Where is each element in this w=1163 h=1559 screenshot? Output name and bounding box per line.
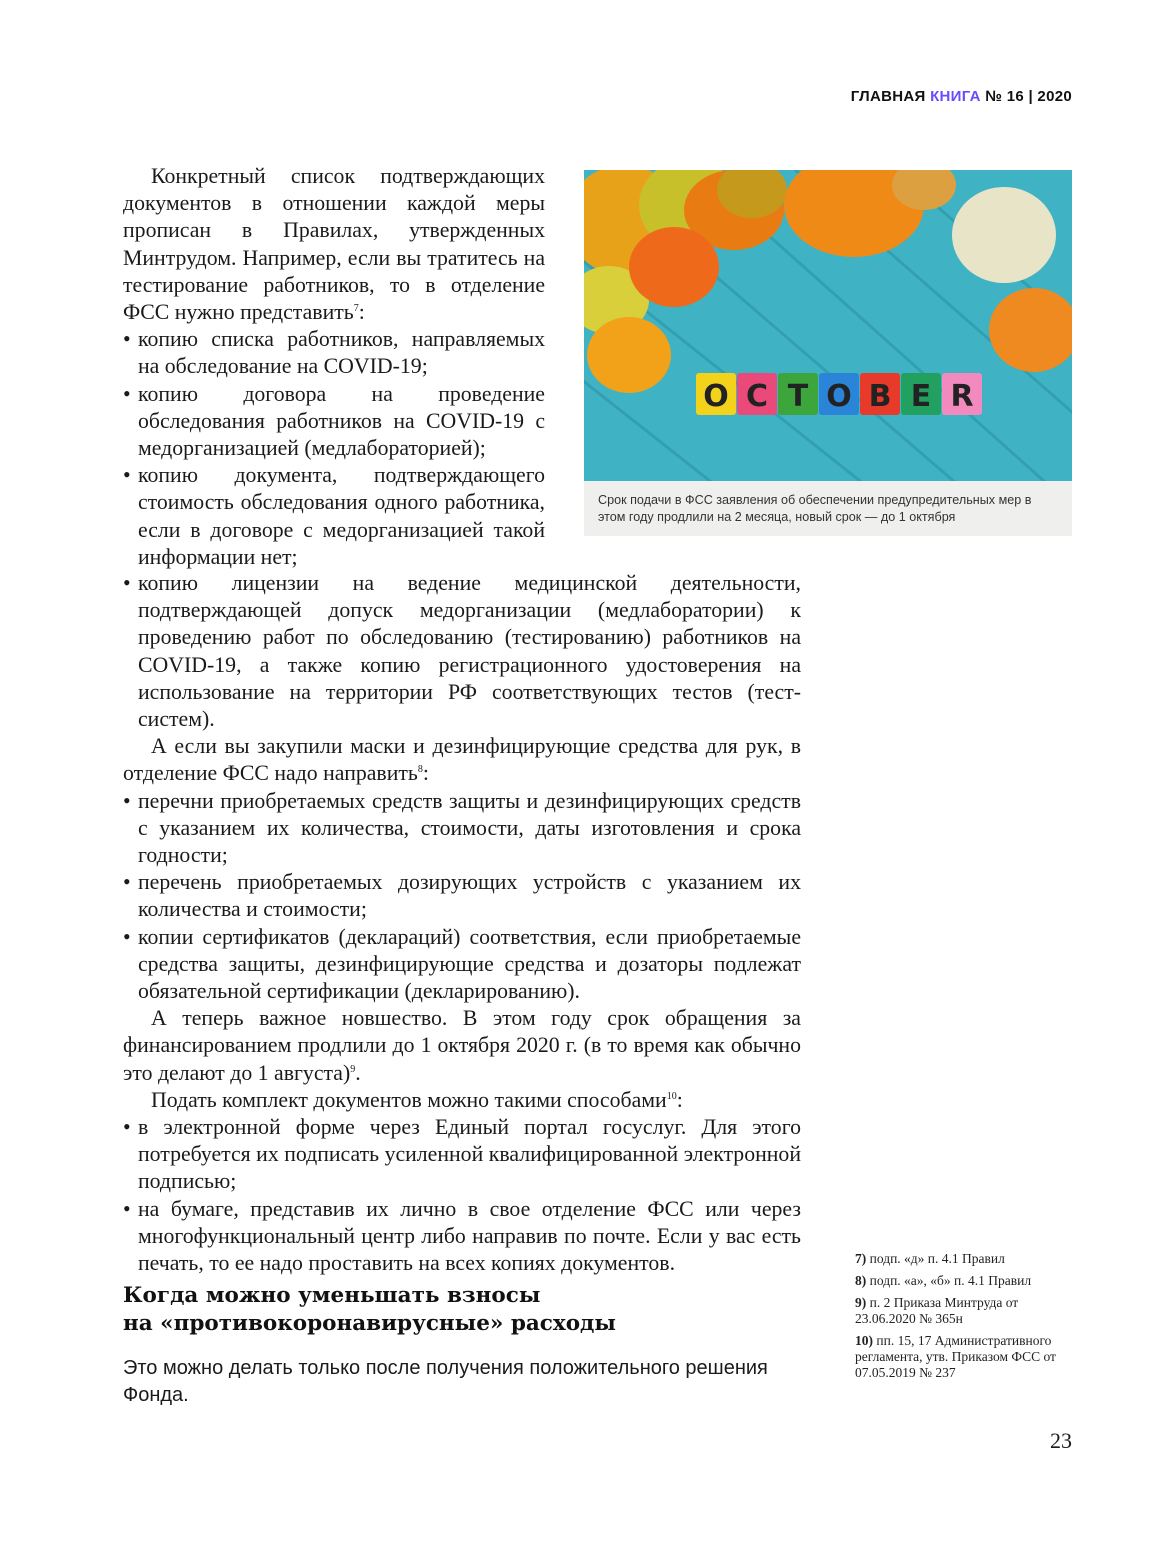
section-heading <box>123 1282 743 1338</box>
issue-number: № 16 | 2020 <box>985 88 1072 105</box>
footnote: 10) пп. 15, 17 Административного регламента, утв. Приказом ФСС от 07.05.2019 № 237 <box>855 1333 1056 1380</box>
masks-paragraph: А если вы закупили маски и дезинфицирующие средства для рук, в отделение ФСС надо направить$^8$: <box>123 734 801 786</box>
brand-accent: КНИГА <box>930 88 981 105</box>
wide-column <box>123 570 801 1277</box>
list-item: • в электронной форме через Единый портал госуслуг. Для этого потребуется их подписать усиленной квалифицированной электронной подписью; <box>123 1114 801 1196</box>
narrow-column <box>123 163 545 571</box>
section-heading-line: Когда можно уменьшать взносы <box>123 1283 541 1308</box>
deadline-paragraph: А теперь важное новшество. В этом году срок обращения за финансированием продлили до 1 октября 2020 г. (в то время как обычно это делают до 1 августа)$^9$. <box>123 1006 801 1085</box>
submission-methods-list <box>123 1114 801 1277</box>
footnote: 9) п. 2 Приказа Минтруда от 23.06.2020 № 365н <box>855 1295 1019 1326</box>
letter-cube: O <box>703 379 729 414</box>
letter-cube: T <box>787 379 809 414</box>
magazine-header <box>851 88 1072 105</box>
footnote-ref-10[interactable]: 10 <box>666 1090 677 1102</box>
footnotes <box>855 1251 1075 1387</box>
test-documents-list-continued <box>123 570 801 733</box>
letter-cube: C <box>745 379 769 414</box>
footnote-ref-8[interactable]: 8 <box>417 764 423 776</box>
list-item: • копию документа, подтверждающего стоимость обследования одного работника, если в договоре с медорганизацией такой информации нет; <box>123 462 545 571</box>
list-item: • на бумаге, представив их лично в свое отделение ФСС или через многофункциональный центр либо направив по почте. Если у вас есть печать, то ее надо проставить на всех копиях документов. <box>123 1196 801 1278</box>
letter-cube: B <box>868 379 892 414</box>
footnote: 8) подп. «а», «б» п. 4.1 Правил <box>855 1273 1032 1288</box>
footnote: 7) подп. «д» п. 4.1 Правил <box>855 1251 1005 1266</box>
footnote-ref-7[interactable]: 7 <box>353 303 359 315</box>
page-number: 23 <box>1050 1428 1072 1453</box>
masks-documents-list <box>123 788 801 1006</box>
letter-cube: O <box>826 379 852 414</box>
october-pumpkins-photo <box>584 170 1072 481</box>
brand-main: ГЛАВНАЯ <box>850 88 926 105</box>
photo-figure <box>584 170 1072 536</box>
section-text: Это можно делать только после получения положительного решения Фонда. <box>123 1357 768 1406</box>
intro-paragraph: Конкретный список подтверждающих документов в отношении каждой меры прописан в Правилах, утвержденных Минтрудом. Например, если вы тратитесь на тестирование работников, то в отделение ФСС нужно представить$^7$: <box>123 164 545 325</box>
test-documents-list <box>123 326 545 571</box>
list-item: • перечень приобретаемых дозирующих устройств с указанием их количества и стоимости; <box>123 869 801 923</box>
footnote-ref-9[interactable]: 9 <box>350 1063 356 1075</box>
photo-caption: Срок подачи в ФСС заявления об обеспечении предупредительных мер в этом году продлили на 2 месяца, новый срок — до 1 октября <box>598 493 1032 524</box>
list-item: • копии сертификатов (деклараций) соответствия, если приобретаемые средства защиты, дезинфицирующие средства и дозаторы подлежат обязательной сертификации (декларированию). <box>123 924 801 1006</box>
letter-cube: R <box>950 379 974 414</box>
list-item: • копию списка работников, направляемых на обследование на COVID-19; <box>123 326 545 380</box>
submission-paragraph: Подать комплект документов можно такими способами$^{10}$: <box>151 1087 683 1112</box>
photo-illustration <box>584 170 1072 481</box>
list-item: • копию договора на проведение обследования работников на COVID-19 с медорганизацией (медлабораторией); <box>123 381 545 463</box>
section-heading-line: на «противокоронавирусные» расходы <box>123 1311 616 1336</box>
letter-cube: E <box>910 379 932 414</box>
list-item: • перечни приобретаемых средств защиты и дезинфицирующих средств с указанием их количества, стоимости, даты изготовления и срока годности; <box>123 788 801 870</box>
list-item: • копию лицензии на ведение медицинской деятельности, подтверждающей допуск медорганизации (медлаборатории) к проведению работ по обследованию (тестированию) работников на COVID-19, а также копию регистрационного удостоверения на использование на территории РФ соответствующих тестов (тест-систем). <box>123 570 801 733</box>
